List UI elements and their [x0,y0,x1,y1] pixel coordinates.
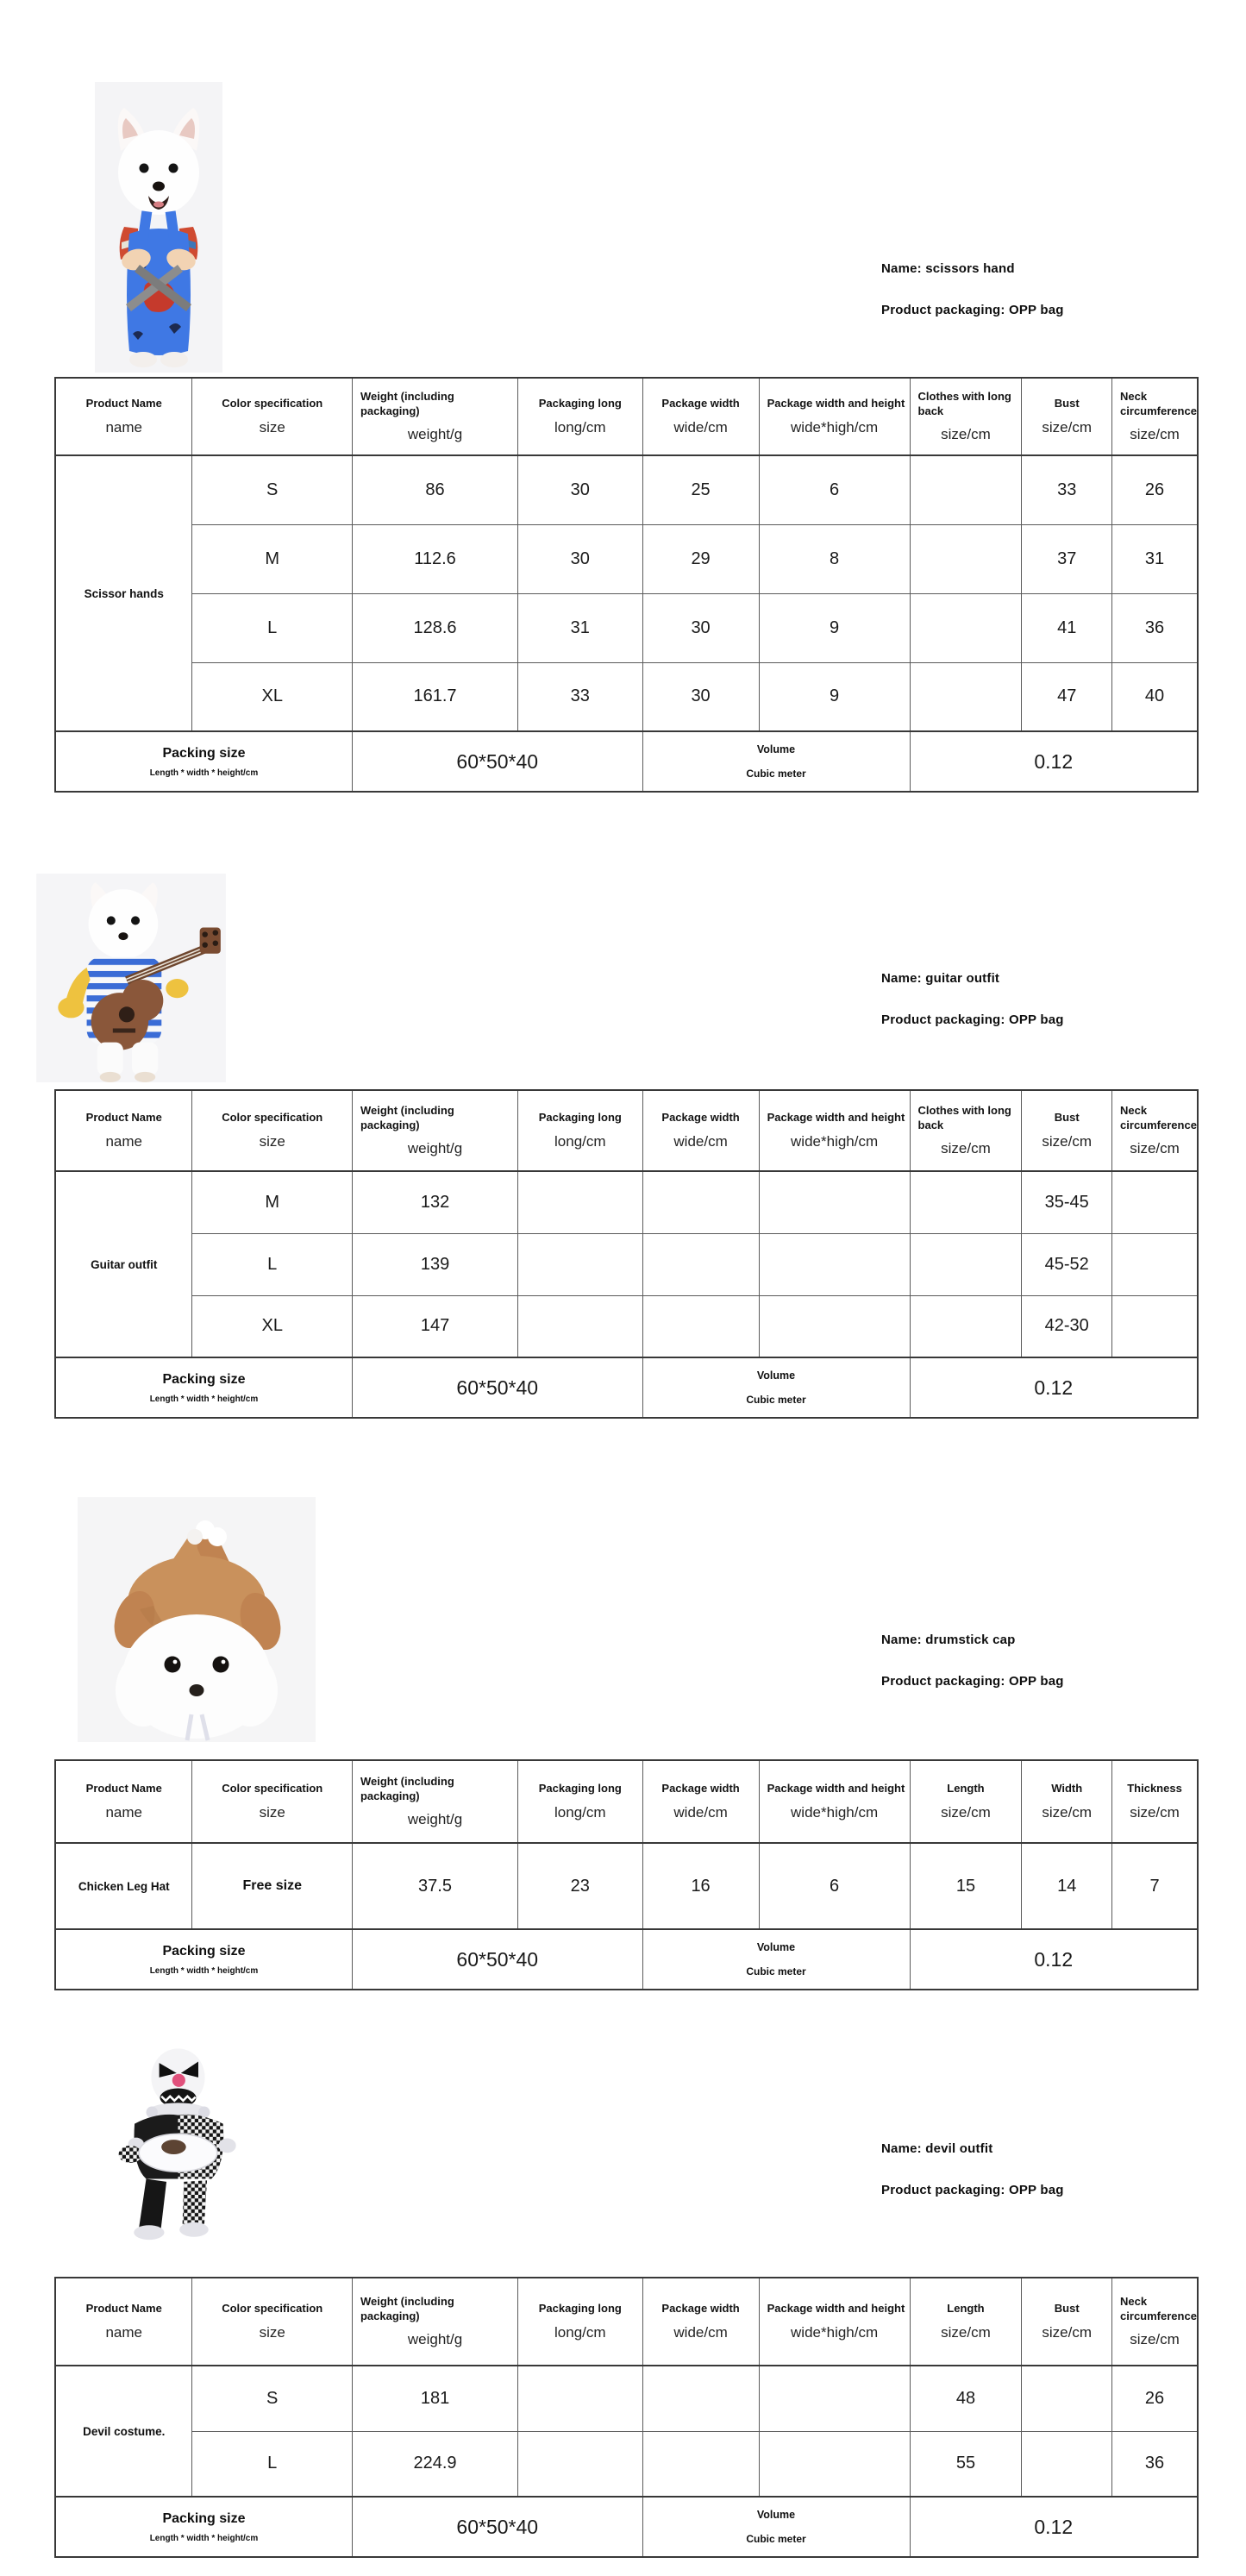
packing-size-cell [55,1929,352,1990]
size-cell: XL [192,1295,352,1357]
spec-table [54,1759,1199,1990]
spec-table-head [55,1090,1198,1171]
spec-value-cell: 14 [1022,1843,1112,1929]
packing-row [55,2497,1198,2557]
spec-table-body [55,1843,1198,1990]
packing-size-label: Packing size [162,1371,246,1387]
column-header [759,1090,910,1171]
spec-value-cell: 16 [642,1843,759,1929]
spec-value-cell [759,1233,910,1295]
packing-size-unit: Length * width * height/cm [149,768,259,778]
header-row [55,2278,1198,2366]
column-unit: size/cm [1130,426,1180,443]
column-unit: long/cm [554,2323,606,2341]
column-title: Packaging long [538,2302,622,2316]
product-name-cell: Scissor hands [55,455,192,731]
column-header [1112,1760,1198,1843]
column-unit: wide/cm [673,1803,728,1821]
spec-value-cell [642,1295,759,1357]
volume-value: 0.12 [1034,1376,1074,1399]
spec-value-cell: 30 [518,524,642,593]
spec-table-body [55,455,1198,792]
spec-table-body [55,1171,1198,1418]
spec-value-cell: 128.6 [352,593,517,662]
volume-label: Volume [756,1369,796,1382]
product-packaging-line: Product packaging: OPP bag [881,303,1064,317]
column-unit: long/cm [554,1132,606,1150]
column-header [192,1760,352,1843]
packing-size-label: Packing size [162,2510,246,2526]
spec-value-cell: 45-52 [1022,1233,1112,1295]
spec-value-cell: 55 [910,2431,1022,2497]
column-title: Color specification [222,1782,323,1796]
spec-value-cell [518,1171,642,1233]
column-title: Neck circumference [1120,2294,1197,2322]
spec-value-cell [759,2366,910,2431]
column-title: Package width and height [767,2302,905,2316]
column-title: Color specification [222,397,323,411]
product-name-line: Name: guitar outfit [881,971,1000,986]
size-row [55,1171,1198,1233]
volume-value-cell [910,2497,1198,2557]
column-unit: size/cm [1042,418,1093,436]
spec-value-cell [910,662,1022,731]
spec-value-cell: 30 [642,662,759,731]
spec-table [54,1089,1199,1419]
spec-value-cell: 9 [759,662,910,731]
packing-row [55,1357,1198,1418]
column-header [352,2278,517,2366]
column-header [1022,378,1112,455]
spec-value-cell: 161.7 [352,662,517,731]
volume-value: 0.12 [1034,749,1074,773]
spec-value-cell [642,1171,759,1233]
column-title: Product Name [85,1782,162,1796]
size-row [55,1843,1198,1929]
volume-unit: Cubic meter [746,2533,806,2545]
column-title: Package width and height [767,1111,905,1125]
column-title: Product Name [85,1111,162,1125]
spec-value-cell: 33 [518,662,642,731]
column-unit: wide/cm [673,1132,728,1150]
spec-value-cell [910,593,1022,662]
column-unit: name [105,1132,142,1150]
spec-value-cell: 26 [1112,2366,1198,2431]
column-header [910,2278,1022,2366]
caption-devil-outfit [881,2141,1064,2197]
column-header [518,378,642,455]
column-header [352,1760,517,1843]
column-unit: size/cm [941,1803,991,1821]
column-unit: size/cm [1130,2331,1180,2348]
spec-value-cell: 35-45 [1022,1171,1112,1233]
spec-value-cell [759,1295,910,1357]
caption-scissors-hand [881,261,1064,317]
product-packaging-line: Product packaging: OPP bag [881,1674,1064,1689]
column-title: Neck circumference [1120,1103,1197,1131]
header-row [55,378,1198,455]
column-header [642,2278,759,2366]
spec-value-cell: 47 [1022,662,1112,731]
size-cell: M [192,1171,352,1233]
spec-value-cell: 9 [759,593,910,662]
packing-size-unit: Length * width * height/cm [149,1965,259,1976]
size-row [55,524,1198,593]
spec-value-cell: 37.5 [352,1843,517,1929]
spec-value-cell [1022,2431,1112,2497]
spec-value-cell: 25 [642,455,759,524]
caption-drumstick-cap [881,1633,1064,1689]
volume-unit: Cubic meter [746,1394,806,1406]
spec-value-cell [910,455,1022,524]
spec-table-body [55,2366,1198,2557]
spec-value-cell [642,2431,759,2497]
column-unit: size/cm [1130,1140,1180,1157]
column-title: Product Name [85,397,162,411]
column-title: Packaging long [538,1111,622,1125]
column-unit: size/cm [941,2323,991,2341]
spec-value-cell: 6 [759,1843,910,1929]
column-title: Color specification [222,2302,323,2316]
volume-value-cell [910,1929,1198,1990]
size-row [55,593,1198,662]
column-header [759,378,910,455]
column-unit: wide/cm [673,418,728,436]
packing-size-value: 60*50*40 [456,2515,539,2538]
header-row [55,1090,1198,1171]
spec-value-cell: 33 [1022,455,1112,524]
spec-value-cell [642,1233,759,1295]
column-unit: size [259,2323,285,2341]
packing-row [55,1929,1198,1990]
column-unit: long/cm [554,418,606,436]
column-unit: wide*high/cm [791,418,879,436]
volume-label-cell [642,1357,910,1418]
column-header [1022,1760,1112,1843]
size-cell: S [192,2366,352,2431]
volume-label-cell [642,2497,910,2557]
column-header [642,1090,759,1171]
spec-value-cell [910,1171,1022,1233]
spec-value-cell: 31 [518,593,642,662]
spec-value-cell: 48 [910,2366,1022,2431]
column-title: Package width [661,397,740,411]
size-cell: M [192,524,352,593]
column-header [55,1760,192,1843]
column-title: Package width [661,1111,740,1125]
column-title: Width [1051,1782,1083,1796]
spec-value-cell [1112,1233,1198,1295]
spec-value-cell: 26 [1112,455,1198,524]
column-unit: size/cm [1130,1803,1180,1821]
volume-label-cell [642,1929,910,1990]
drumstick-cap-photo [78,1497,316,1742]
column-header [192,378,352,455]
column-header [642,378,759,455]
spec-table-container [54,1089,1199,1419]
column-unit: size/cm [1042,1132,1093,1150]
spec-table-container [54,1759,1199,1990]
product-packaging-line: Product packaging: OPP bag [881,1012,1064,1027]
column-header [55,378,192,455]
spec-value-cell [518,1233,642,1295]
spec-value-cell [1112,1171,1198,1233]
size-cell: S [192,455,352,524]
spec-value-cell [1112,1295,1198,1357]
volume-label: Volume [756,2509,796,2521]
column-unit: size/cm [1042,2323,1093,2341]
scissors-hand-costume-photo [95,82,222,373]
volume-label: Volume [756,743,796,755]
column-title: Bust [1054,1111,1080,1125]
spec-table [54,377,1199,793]
column-header [192,1090,352,1171]
packing-size-cell [55,2497,352,2557]
column-title: Package width [661,1782,740,1796]
size-cell: L [192,1233,352,1295]
spec-value-cell: 86 [352,455,517,524]
volume-unit: Cubic meter [746,1965,806,1977]
column-title: Color specification [222,1111,323,1125]
column-header [910,1760,1022,1843]
packing-size-value-cell [352,2497,642,2557]
volume-label: Volume [756,1941,796,1953]
column-title: Package width [661,2302,740,2316]
column-unit: weight/g [407,1140,463,1157]
spec-value-cell: 41 [1022,593,1112,662]
size-cell: XL [192,662,352,731]
column-header [1112,378,1198,455]
column-header [910,1090,1022,1171]
volume-label-cell [642,731,910,792]
column-header [1022,1090,1112,1171]
packing-size-cell [55,731,352,792]
spec-value-cell: 15 [910,1843,1022,1929]
size-cell: L [192,2431,352,2497]
packing-size-unit: Length * width * height/cm [149,2533,259,2543]
spec-value-cell: 31 [1112,524,1198,593]
spec-table-container [54,377,1199,793]
column-header [192,2278,352,2366]
column-header [518,1760,642,1843]
column-header [352,378,517,455]
spec-value-cell [910,524,1022,593]
packing-row [55,731,1198,792]
column-title: Bust [1054,2302,1080,2316]
product-name-cell: Chicken Leg Hat [55,1843,192,1929]
spec-value-cell: 29 [642,524,759,593]
column-title: Length [947,2302,985,2316]
volume-value-cell [910,731,1198,792]
spec-value-cell: 37 [1022,524,1112,593]
spec-value-cell [1022,2366,1112,2431]
size-row [55,2431,1198,2497]
column-unit: weight/g [407,2331,463,2348]
product-name-cell: Devil costume. [55,2366,192,2497]
size-row [55,1233,1198,1295]
size-cell: Free size [192,1843,352,1929]
spec-value-cell [518,2366,642,2431]
spec-table-head [55,378,1198,455]
spec-value-cell: 147 [352,1295,517,1357]
column-unit: size/cm [941,1140,991,1157]
column-title: Weight (including packaging) [360,2294,454,2322]
volume-value-cell [910,1357,1198,1418]
spec-value-cell [518,2431,642,2497]
packing-size-value: 60*50*40 [456,1376,539,1399]
spec-value-cell: 6 [759,455,910,524]
spec-value-cell [642,2366,759,2431]
packing-size-unit: Length * width * height/cm [149,1394,259,1404]
product-name-cell: Guitar outfit [55,1171,192,1357]
spec-value-cell: 7 [1112,1843,1198,1929]
column-unit: wide*high/cm [791,1803,879,1821]
column-title: Packaging long [538,397,622,411]
spec-value-cell: 112.6 [352,524,517,593]
column-unit: weight/g [407,1811,463,1828]
devil-outfit-costume-photo [90,2027,271,2254]
column-header [518,2278,642,2366]
column-header [518,1090,642,1171]
column-title: Product Name [85,2302,162,2316]
column-unit: weight/g [407,426,463,443]
column-header [1112,2278,1198,2366]
volume-value: 0.12 [1034,2515,1074,2538]
column-header [352,1090,517,1171]
spec-value-cell: 36 [1112,2431,1198,2497]
packing-size-value-cell [352,731,642,792]
guitar-outfit-costume-photo [36,874,226,1082]
column-header [759,2278,910,2366]
column-title: Bust [1054,397,1080,411]
column-title: Clothes with long back [917,389,1011,417]
volume-unit: Cubic meter [746,768,806,780]
spec-value-cell: 23 [518,1843,642,1929]
packing-size-value: 60*50*40 [456,1947,539,1971]
spec-value-cell: 139 [352,1233,517,1295]
spec-value-cell: 30 [642,593,759,662]
column-unit: size/cm [1042,1803,1093,1821]
packing-size-label: Packing size [162,745,246,761]
size-row [55,662,1198,731]
size-row [55,455,1198,524]
column-title: Thickness [1127,1782,1182,1796]
spec-value-cell [759,2431,910,2497]
column-header [55,1090,192,1171]
spec-value-cell: 224.9 [352,2431,517,2497]
size-row [55,2366,1198,2431]
caption-guitar-outfit [881,971,1064,1027]
column-unit: long/cm [554,1803,606,1821]
spec-table [54,2277,1199,2558]
column-unit: size [259,418,285,436]
column-unit: wide*high/cm [791,1132,879,1150]
column-unit: size [259,1803,285,1821]
column-header [759,1760,910,1843]
spec-table-container [54,2277,1199,2558]
size-cell: L [192,593,352,662]
product-name-line: Name: scissors hand [881,261,1015,276]
volume-value: 0.12 [1034,1947,1074,1971]
column-unit: name [105,418,142,436]
spec-value-cell: 40 [1112,662,1198,731]
spec-value-cell [910,1233,1022,1295]
spec-value-cell: 42-30 [1022,1295,1112,1357]
spec-value-cell: 36 [1112,593,1198,662]
column-title: Weight (including packaging) [360,1774,454,1802]
column-title: Packaging long [538,1782,622,1796]
header-row [55,1760,1198,1843]
spec-table-head [55,2278,1198,2366]
spec-value-cell [910,1295,1022,1357]
product-name-line: Name: drumstick cap [881,1633,1016,1647]
column-title: Package width and height [767,397,905,411]
size-row [55,1295,1198,1357]
column-header [55,2278,192,2366]
column-title: Length [947,1782,985,1796]
column-unit: name [105,2323,142,2341]
column-unit: wide/cm [673,2323,728,2341]
column-unit: size [259,1132,285,1150]
column-title: Neck circumference [1120,389,1197,417]
spec-table-head [55,1760,1198,1843]
spec-value-cell [759,1171,910,1233]
spec-value-cell: 8 [759,524,910,593]
product-packaging-line: Product packaging: OPP bag [881,2183,1064,2197]
packing-size-value-cell [352,1357,642,1418]
column-header [642,1760,759,1843]
packing-size-cell [55,1357,352,1418]
column-title: Clothes with long back [917,1103,1011,1131]
column-header [1022,2278,1112,2366]
column-unit: name [105,1803,142,1821]
packing-size-value-cell [352,1929,642,1990]
spec-value-cell: 30 [518,455,642,524]
packing-size-value: 60*50*40 [456,749,539,773]
product-name-line: Name: devil outfit [881,2141,993,2156]
column-title: Package width and height [767,1782,905,1796]
column-unit: wide*high/cm [791,2323,879,2341]
column-title: Weight (including packaging) [360,1103,454,1131]
column-title: Weight (including packaging) [360,389,454,417]
spec-value-cell [518,1295,642,1357]
spec-value-cell: 132 [352,1171,517,1233]
packing-size-label: Packing size [162,1943,246,1959]
column-header [1112,1090,1198,1171]
column-header [910,378,1022,455]
column-unit: size/cm [941,426,991,443]
spec-value-cell: 181 [352,2366,517,2431]
